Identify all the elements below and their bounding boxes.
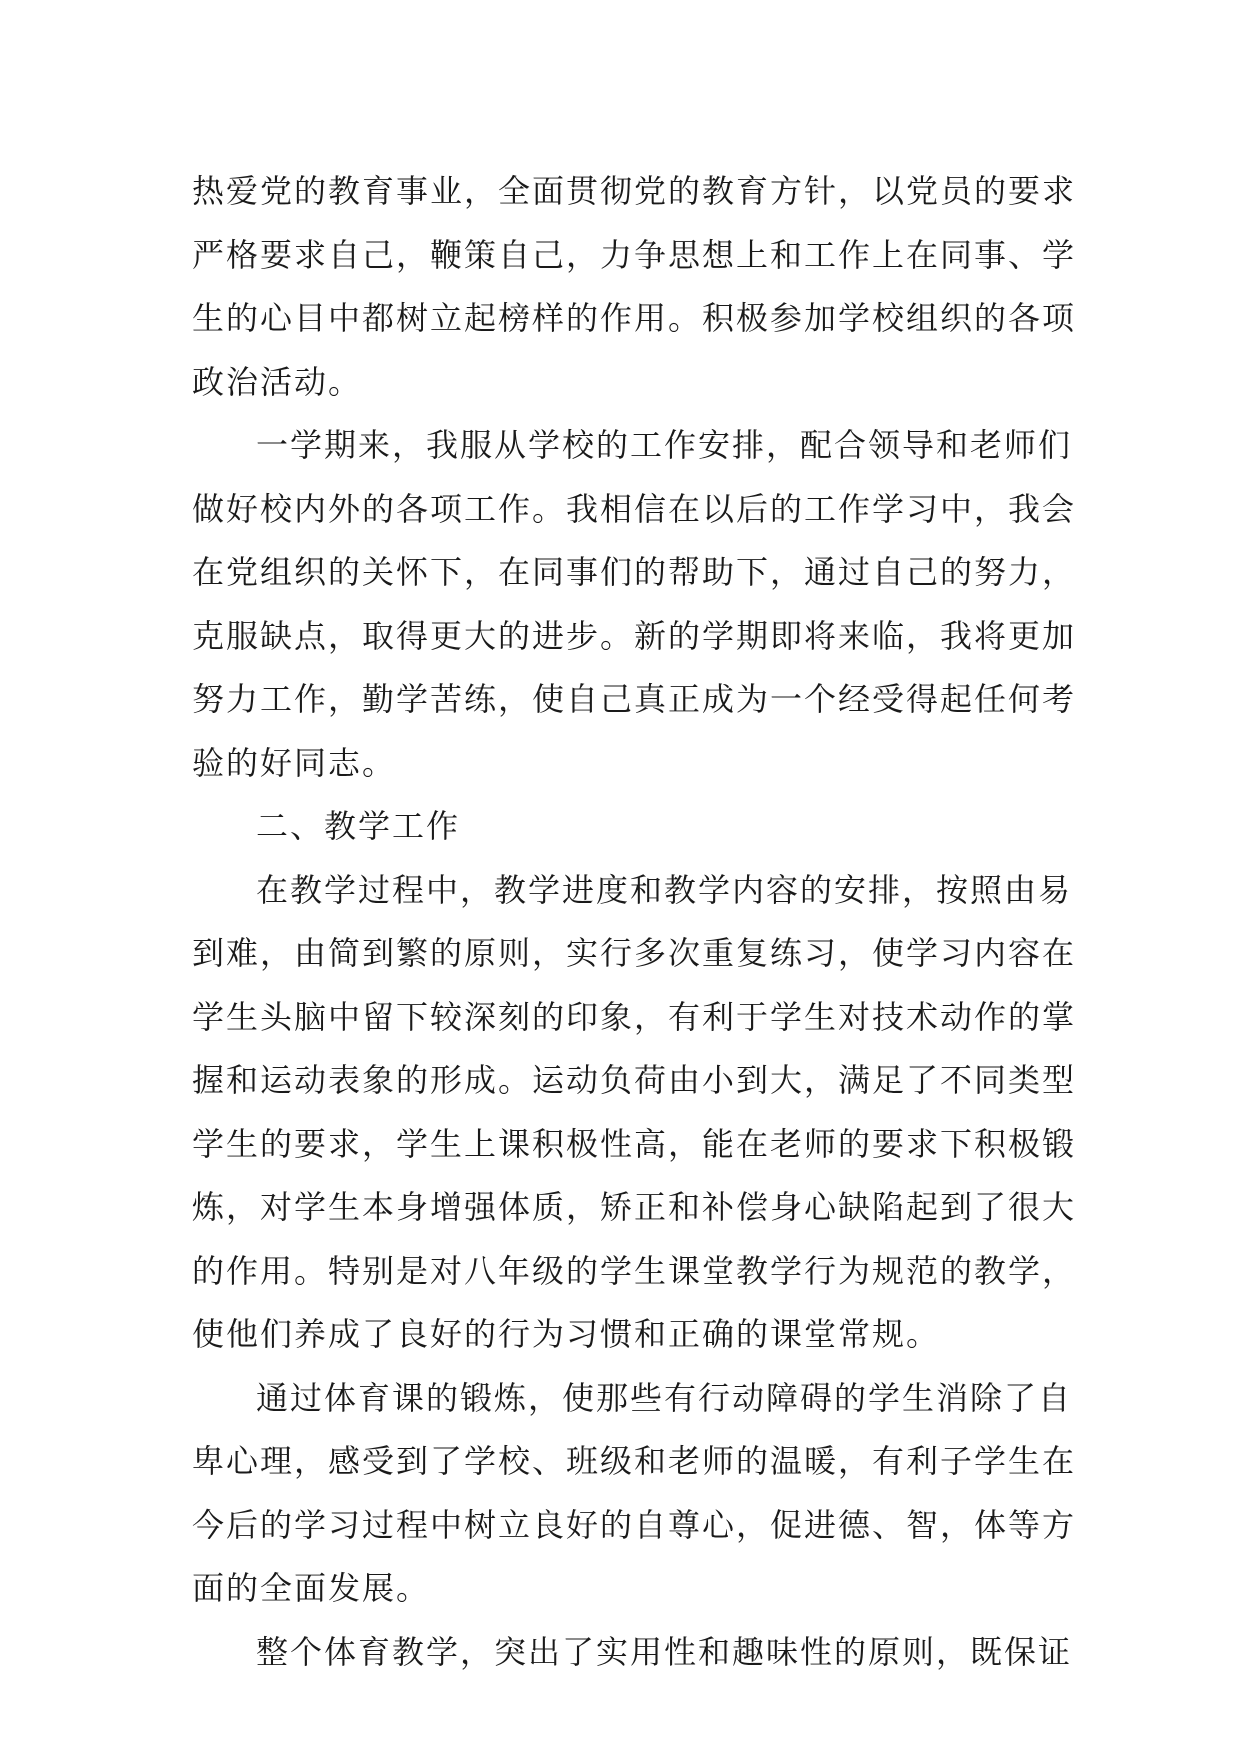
paragraph	[192, 795, 1062, 859]
text-line: 一学期来，我服从学校的工作安排，配合领导和老师们	[256, 426, 1073, 464]
text-line: 整个体育教学，突出了实用性和趣味性的原则，既保证	[256, 1632, 1073, 1671]
document-body	[192, 160, 1077, 1684]
text-line: 热爱党的教育事业，全面贯彻党的教育方针，以党员的要求	[192, 172, 1077, 210]
paragraph	[192, 1367, 1077, 1621]
text-line: 学生的要求，学生上课积极性高，能在老师的要求下积极锻	[192, 1124, 1077, 1163]
text-line: 通过体育课的锻炼，使那些有行动障碍的学生消除了自	[256, 1378, 1073, 1417]
text-line: 二、教学工作	[256, 807, 461, 845]
text-line: 的作用。特别是对八年级的学生课堂教学行为规范的教学，	[192, 1251, 1077, 1290]
text-line: 克服缺点，取得更大的进步。新的学期即将来临，我将更加	[192, 616, 1077, 655]
text-line: 使他们养成了良好的行为习惯和正确的课堂常规。	[192, 1315, 941, 1353]
text-line: 验的好同志。	[192, 743, 397, 782]
paragraph	[192, 859, 1077, 1367]
text-line: 在党组织的关怀下，在同事们的帮助下，通过自己的努力，	[192, 553, 1077, 591]
text-line: 在教学过程中，教学进度和教学内容的安排，按照由易	[256, 870, 1073, 909]
text-line: 到难，由简到繁的原则，实行多次重复练习，使学习内容在	[192, 934, 1077, 972]
paragraph	[192, 414, 1077, 795]
paragraph	[192, 1621, 1073, 1685]
text-line: 做好校内外的各项工作。我相信在以后的工作学习中，我会	[192, 489, 1077, 528]
text-line: 握和运动表象的形成。运动负荷由小到大，满足了不同类型	[192, 1061, 1077, 1099]
paragraph	[192, 160, 1077, 414]
text-line: 今后的学习过程中树立良好的自尊心，促进德、智，体等方	[192, 1505, 1077, 1544]
text-line: 面的全面发展。	[192, 1569, 431, 1607]
text-line: 政治活动。	[192, 362, 363, 401]
text-line: 卑心理，感受到了学校、班级和老师的温暖，有利子学生在	[192, 1442, 1077, 1480]
text-line: 学生头脑中留下较深刻的印象，有利于学生对技术动作的掌	[192, 997, 1077, 1036]
text-line: 严格要求自己，鞭策自己，力争思想上和工作上在同事、学	[192, 235, 1077, 274]
text-line: 炼，对学生本身增强体质，矫正和补偿身心缺陷起到了很大	[192, 1188, 1077, 1226]
text-line: 生的心目中都树立起榜样的作用。积极参加学校组织的各项	[192, 299, 1077, 337]
text-line: 努力工作，勤学苦练，使自己真正成为一个经受得起任何考	[192, 680, 1077, 718]
